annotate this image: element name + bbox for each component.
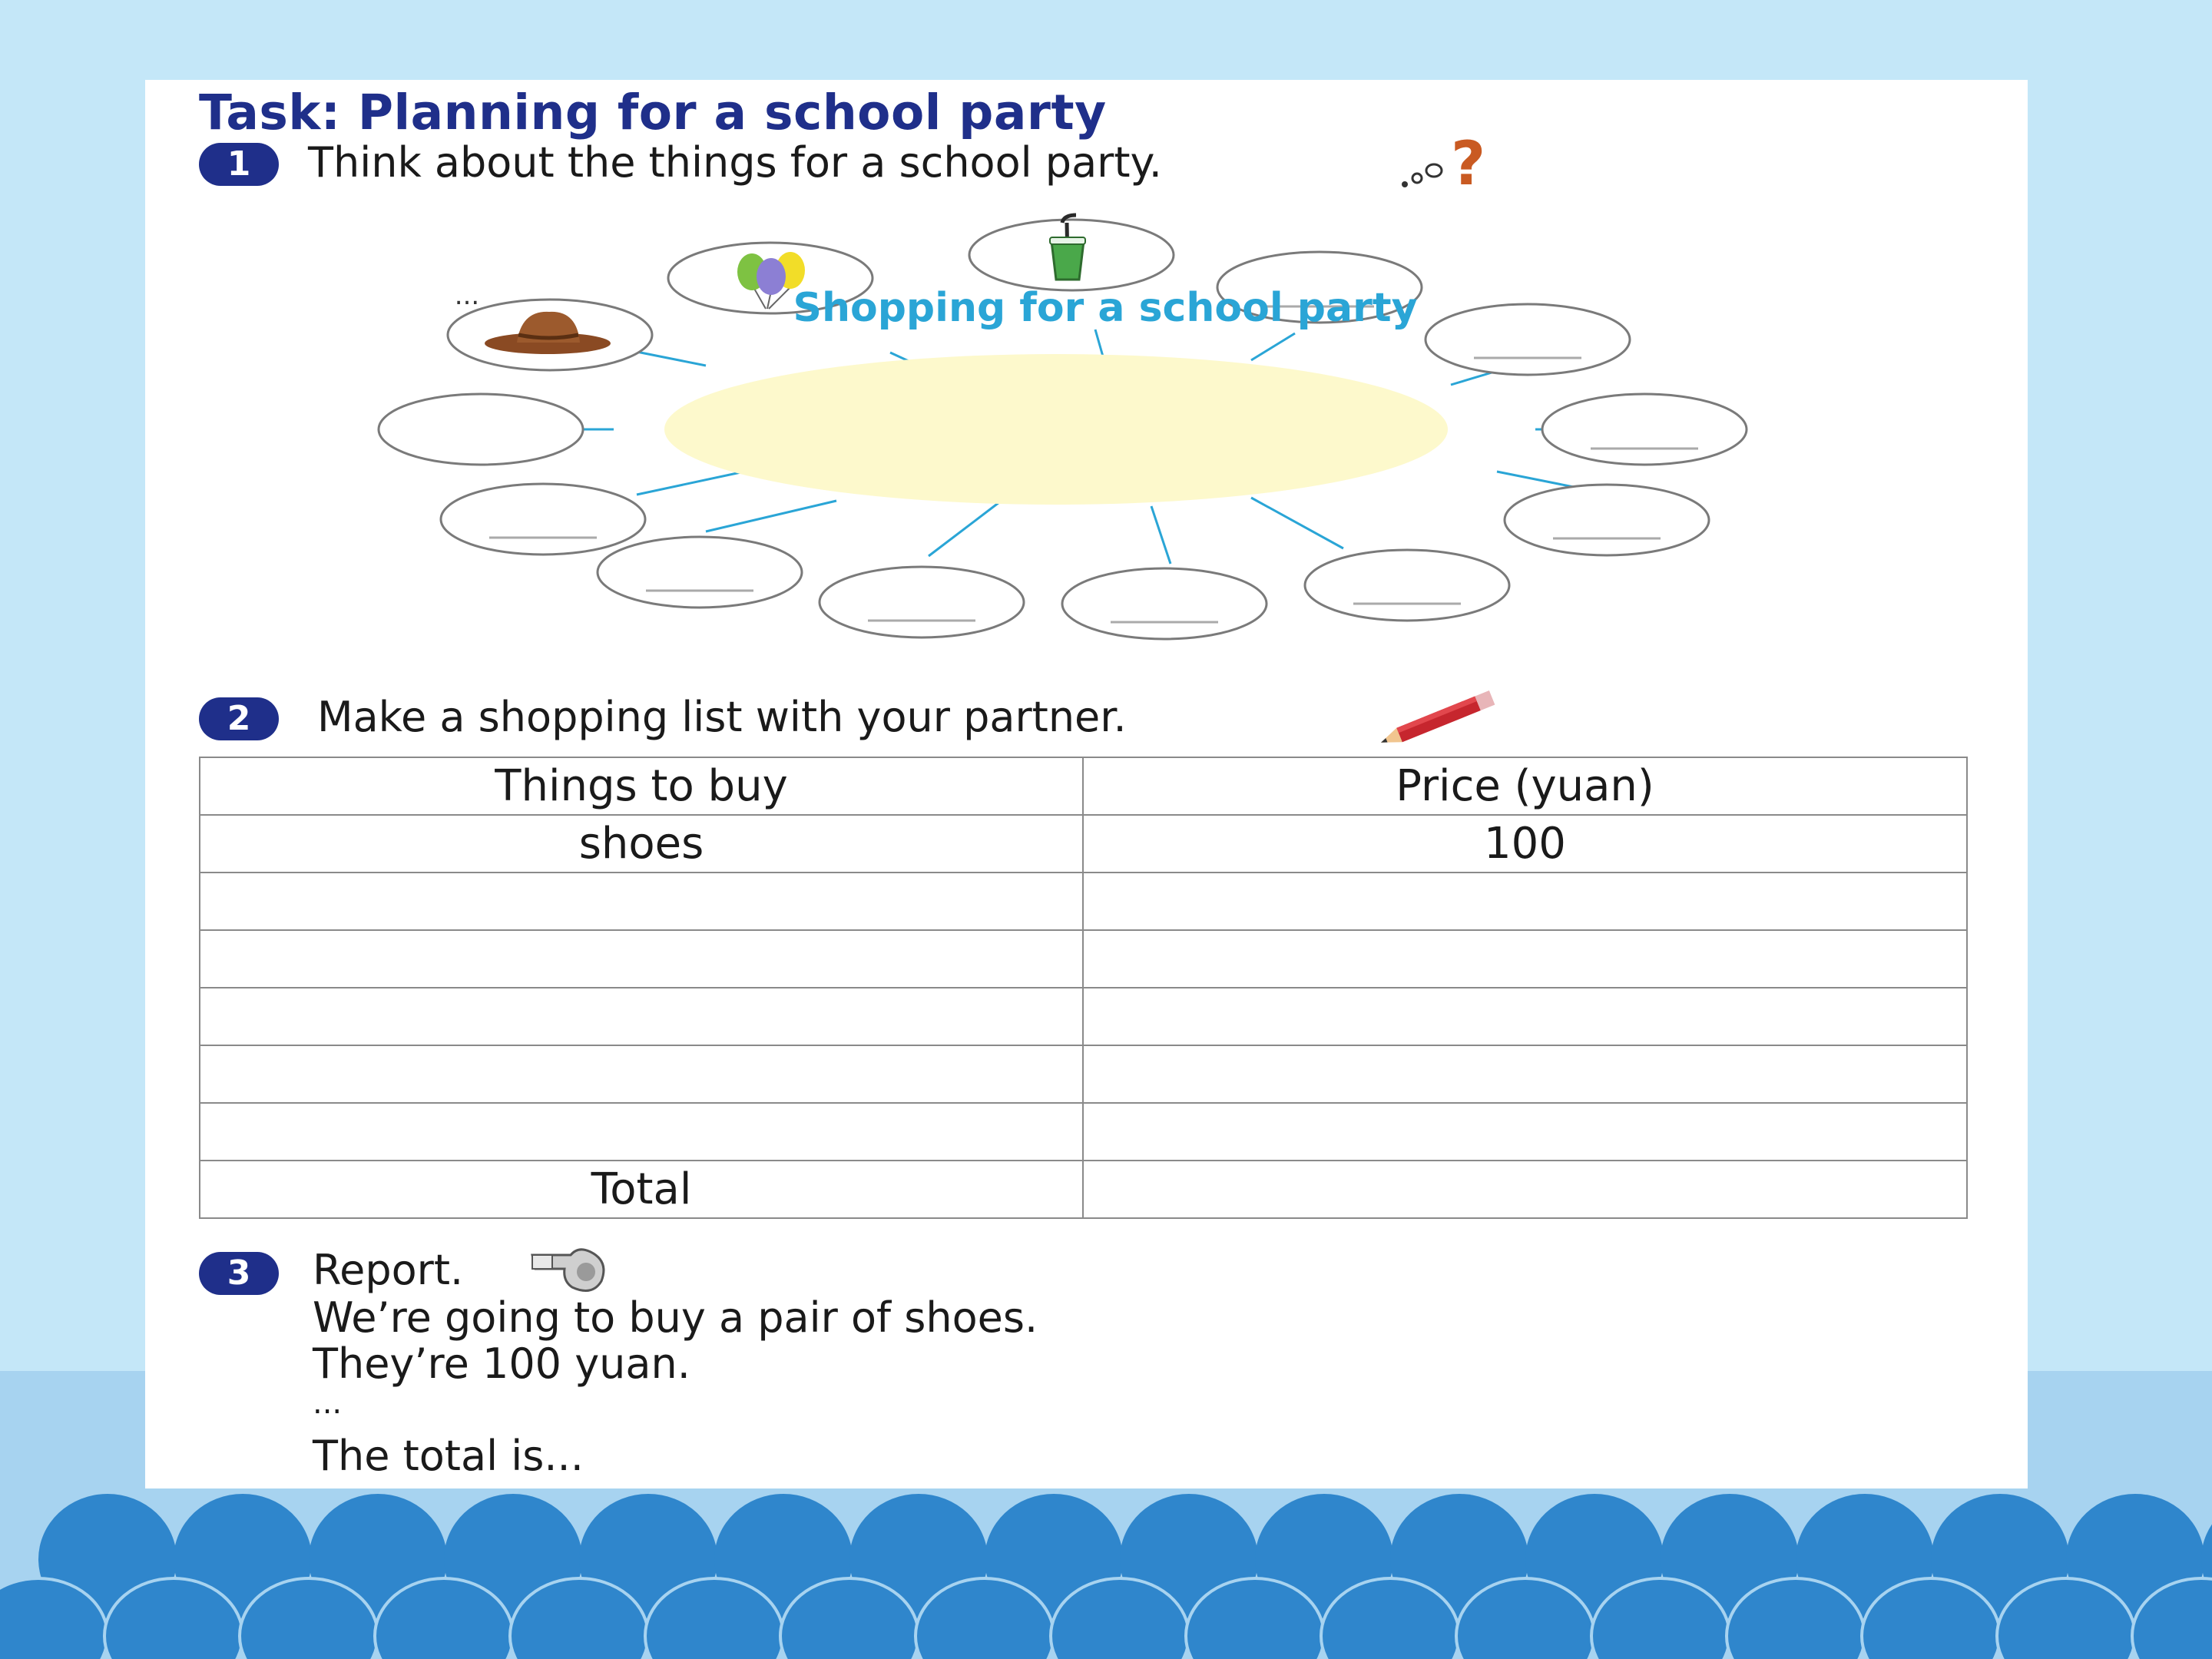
- table-row: [200, 873, 1967, 930]
- table-row: [200, 1103, 1967, 1161]
- step-2-badge: 2: [199, 697, 279, 740]
- pencil-icon: [1370, 688, 1508, 750]
- whistle-icon: [525, 1238, 617, 1300]
- worksheet-page: [145, 80, 2028, 1488]
- shopping-list-table: [199, 757, 1968, 1219]
- price-cell: [1083, 1045, 1967, 1103]
- price-cell: [1083, 930, 1967, 988]
- blank-node: [820, 567, 1024, 637]
- item-cell: [200, 988, 1083, 1045]
- center-node: [664, 354, 1448, 505]
- price-cell: [1083, 1161, 1967, 1218]
- step-2-instruction: Make a shopping list with your partner.: [317, 693, 1127, 741]
- table-row: [200, 815, 1967, 873]
- price-cell: [1083, 1103, 1967, 1161]
- step-3-badge: 3: [199, 1252, 279, 1295]
- blank-node: [1062, 568, 1267, 639]
- mind-map-center-label: Shopping for a school party: [793, 285, 1418, 331]
- thinking-question-icon: [1389, 135, 1520, 197]
- price-cell: [1083, 988, 1967, 1045]
- item-cell: Total: [200, 1161, 1083, 1218]
- svg-text:?: ?: [1451, 135, 1486, 197]
- column-header: Price (yuan): [1083, 757, 1967, 815]
- blank-node: [598, 537, 802, 608]
- report-line: The total is...: [313, 1432, 584, 1480]
- blank-node: [1305, 550, 1509, 621]
- item-cell: [200, 873, 1083, 930]
- blank-node: [1542, 394, 1747, 465]
- price-cell: 100: [1083, 815, 1967, 873]
- column-header: Things to buy: [200, 757, 1083, 815]
- item-cell: shoes: [200, 815, 1083, 873]
- price-cell: [1083, 873, 1967, 930]
- mind-map-ellipsis: ...: [454, 280, 480, 311]
- step-1-instruction: Think about the things for a school party.: [308, 138, 1162, 187]
- ellipsis-node: [379, 394, 583, 465]
- table-row: [200, 1161, 1967, 1218]
- table-row: [200, 988, 1967, 1045]
- report-line: ...: [313, 1386, 343, 1421]
- item-cell: [200, 1045, 1083, 1103]
- blank-node: [441, 484, 645, 555]
- item-cell: [200, 930, 1083, 988]
- mind-map: [145, 195, 2028, 748]
- step-3-label: Report.: [313, 1246, 464, 1294]
- table-row: [200, 930, 1967, 988]
- step-1-badge: 1: [199, 143, 279, 186]
- item-cell: [200, 1103, 1083, 1161]
- table-row: [200, 1045, 1967, 1103]
- report-line: They’re 100 yuan.: [313, 1339, 690, 1388]
- report-line: We’re going to buy a pair of shoes.: [313, 1293, 1038, 1342]
- blank-node: [1505, 485, 1709, 555]
- table-header-row: [200, 757, 1967, 815]
- task-title: Task: Planning for a school party: [199, 84, 1107, 141]
